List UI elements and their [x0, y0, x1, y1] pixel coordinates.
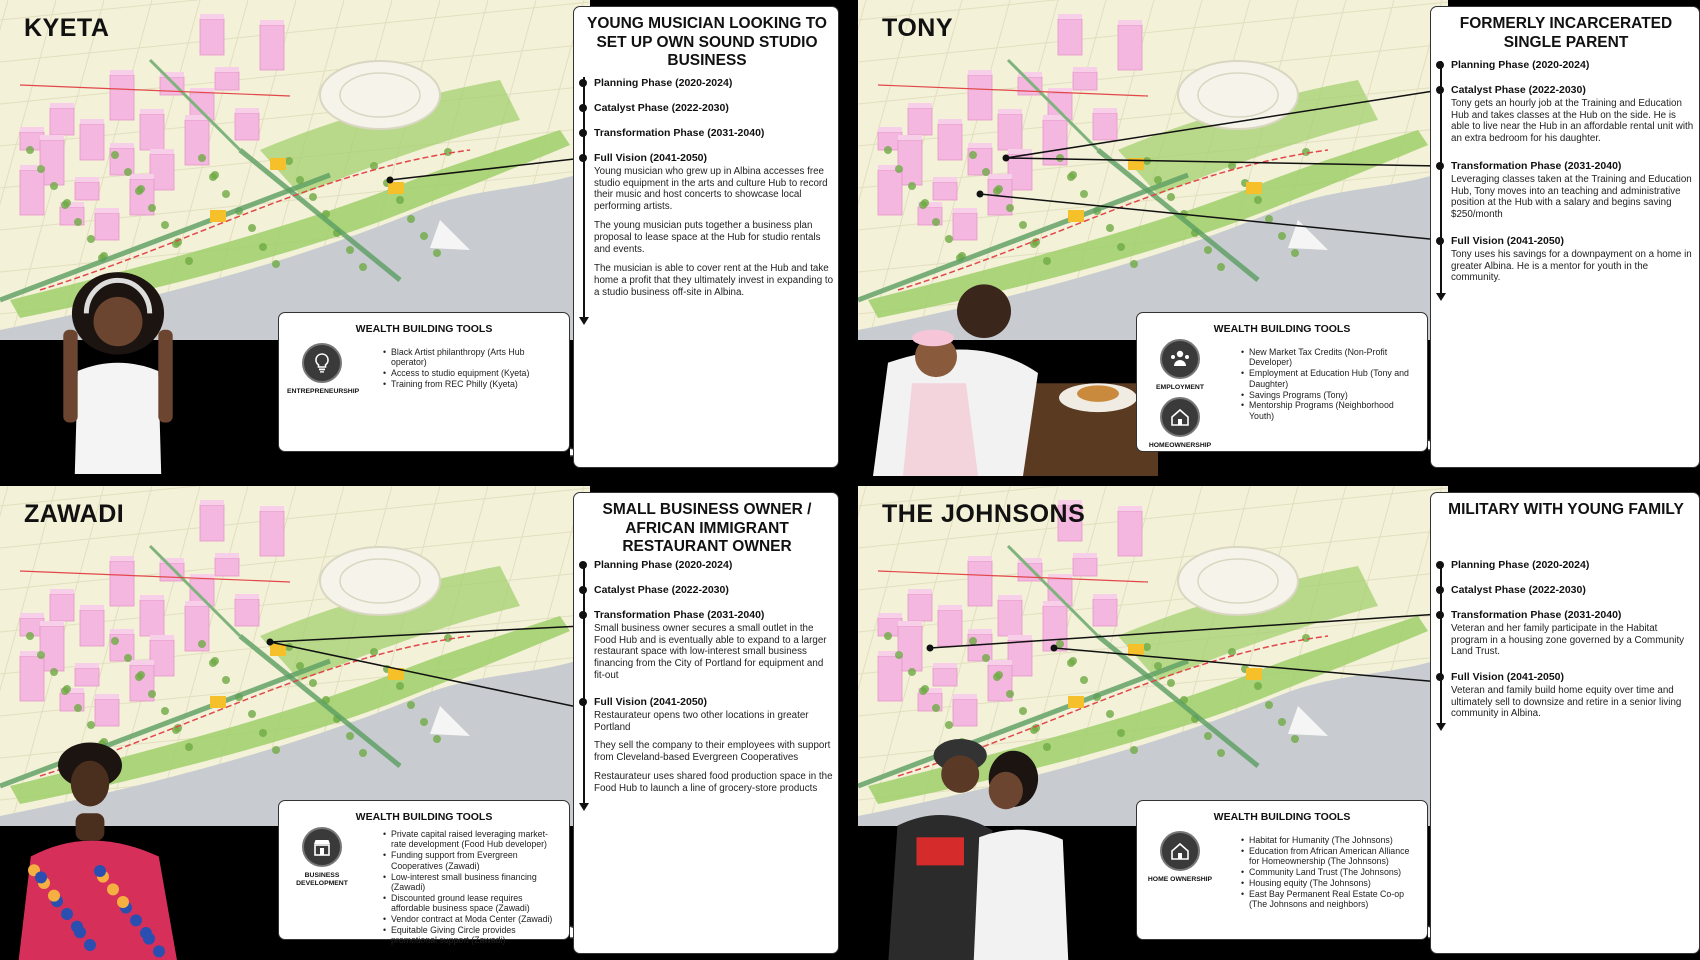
timeline-arrow	[579, 803, 589, 811]
tools-title: WEALTH BUILDING TOOLS	[355, 323, 493, 335]
phase-description: Leveraging classes taken at the Training and Education Hub, Tony moves into an teaching and administrative position at the Hub with a salary and begins saving $250/month	[1451, 173, 1692, 221]
tool-icon-label: BUSINESS DEVELOPMENT	[296, 872, 348, 887]
persona-name: ZAWADI	[24, 500, 125, 528]
persona-card-tony	[858, 0, 1700, 480]
timeline-arrow	[1436, 723, 1446, 731]
phase-title: Full Vision (2041-2050)	[1451, 235, 1565, 247]
timeline-phase	[578, 559, 834, 572]
persona-title: YOUNG MUSICIAN LOOKING TO SET UP OWN SOUND STUDIO BUSINESS	[587, 15, 827, 70]
phase-title: Catalyst Phase (2022-2030)	[1451, 84, 1586, 96]
timeline-phase	[1435, 84, 1695, 145]
tools-list-item: • Community Land Trust (The Johnsons)	[1241, 867, 1419, 877]
persona-timeline-panel	[573, 6, 839, 468]
tool-icon-label: EMPLOYMENT	[1156, 384, 1204, 391]
timeline-phase	[1435, 160, 1695, 221]
timeline-phase	[1435, 671, 1695, 720]
timeline-phase	[578, 77, 834, 90]
persona-title: MILITARY WITH YOUNG FAMILY	[1448, 501, 1684, 518]
tools-list-item: • Employment at Education Hub (Tony and Daughter)	[1241, 368, 1419, 389]
phase-description: The young musician puts together a business plan proposal to lease space at the Hub for studio rentals and events.	[594, 220, 821, 256]
persona-photo	[18, 738, 178, 960]
timeline-phase	[1435, 609, 1695, 658]
tool-icon-block	[1145, 831, 1215, 884]
tools-list	[1241, 347, 1419, 422]
wealth-building-tools-box	[278, 312, 570, 452]
lightbulb-icon	[302, 343, 342, 383]
phase-title: Transformation Phase (2031-2040)	[594, 127, 765, 139]
timeline-phase	[578, 102, 834, 115]
timeline-phase	[1435, 235, 1695, 284]
tools-list-item: • Savings Programs (Tony)	[1241, 390, 1419, 400]
tools-list-item: • Access to studio equipment (Kyeta)	[383, 368, 561, 378]
timeline-phase	[578, 609, 834, 682]
tools-title: WEALTH BUILDING TOOLS	[355, 811, 493, 823]
phase-description: Tony uses his savings for a downpayment on a home in greater Albina. He is a mentor for youth in the community.	[1451, 248, 1692, 284]
persona-timeline-panel	[1430, 6, 1700, 468]
tools-list-item: • Private capital raised leveraging market-rate development (Food Hub developer)	[383, 829, 561, 850]
tools-list-item: • Funding support from Evergreen Cooperatives (Zawadi)	[383, 850, 561, 871]
timeline-phase	[578, 696, 834, 795]
phase-title: Planning Phase (2020-2024)	[1451, 59, 1590, 71]
persona-title: SMALL BUSINESS OWNER / AFRICAN IMMIGRANT RESTAURANT OWNER	[602, 501, 812, 556]
tools-list-item: • New Market Tax Credits (Non-Profit Developer)	[1241, 347, 1419, 368]
tool-icon-label: HOME OWNERSHIP	[1147, 876, 1213, 883]
tool-icon-label: ENTREPRENEURSHIP	[287, 388, 360, 395]
tool-icon-block	[1145, 397, 1215, 450]
house-icon	[1160, 397, 1200, 437]
persona-name: TONY	[882, 14, 953, 42]
tools-list-item: • Housing equity (The Johnsons)	[1241, 878, 1419, 888]
tools-list-item: • Equitable Giving Circle provides promotional support (Zawadi)	[383, 925, 561, 946]
tool-icon-label: HOMEOWNERSHIP	[1148, 442, 1212, 449]
wealth-building-tools-box	[278, 800, 570, 946]
persona-photo	[888, 732, 1078, 960]
people-icon	[1160, 339, 1200, 379]
timeline-arrow	[579, 317, 589, 325]
phase-title: Full Vision (2041-2050)	[594, 152, 708, 164]
timeline-phase	[1435, 584, 1695, 597]
persona-title: FORMERLY INCARCERATED SINGLE PARENT	[1459, 15, 1673, 51]
phase-title: Transformation Phase (2031-2040)	[1451, 609, 1622, 621]
phase-description: They sell the company to their employees with support from Cleveland-based Evergreen Cooperatives	[594, 740, 831, 764]
tool-icon-block	[287, 343, 360, 396]
persona-photo	[858, 270, 1158, 476]
wealth-building-tools-box	[1136, 312, 1428, 452]
persona-card-zawadi	[0, 486, 850, 960]
tool-icon-block	[287, 827, 357, 888]
phase-description: Veteran and her family participate in the Habitat program in a housing zone governed by a Community Land Trust.	[1451, 622, 1685, 658]
persona-timeline-panel	[573, 492, 839, 954]
timeline-arrow	[1436, 293, 1446, 301]
phase-description: Restaurateur uses shared food production space in the Food Hub to launch a line of grocery-store products	[594, 771, 833, 795]
persona-card-kyeta	[0, 0, 850, 480]
tools-list-item: • Black Artist philanthropy (Arts Hub operator)	[383, 347, 561, 368]
timeline-phase	[578, 152, 834, 299]
tools-list	[383, 347, 561, 390]
phase-title: Full Vision (2041-2050)	[594, 696, 708, 708]
tools-list-item: • Low-interest small business financing (Zawadi)	[383, 872, 561, 893]
wealth-building-tools-box	[1136, 800, 1428, 940]
persona-card-the-johnsons	[858, 486, 1700, 960]
persona-name: KYETA	[24, 14, 110, 42]
tools-list-item: • Discounted ground lease requires affordable business space (Zawadi)	[383, 893, 561, 914]
phase-title: Planning Phase (2020-2024)	[1451, 559, 1590, 571]
phase-title: Catalyst Phase (2022-2030)	[594, 584, 729, 596]
tools-list-item: • Mentorship Programs (Neighborhood Youth)	[1241, 400, 1419, 421]
tools-list	[1241, 835, 1419, 910]
phase-title: Full Vision (2041-2050)	[1451, 671, 1565, 683]
phase-title: Planning Phase (2020-2024)	[594, 77, 733, 89]
tool-icon-block	[1145, 339, 1215, 392]
phase-description: The musician is able to cover rent at the Hub and take home a profit that they ultimately invest in expanding to a studio business off-site in Albina.	[594, 263, 834, 299]
phase-title: Planning Phase (2020-2024)	[594, 559, 733, 571]
phase-title: Catalyst Phase (2022-2030)	[594, 102, 729, 114]
tools-list-item: • Training from REC Philly (Kyeta)	[383, 379, 561, 389]
phase-title: Transformation Phase (2031-2040)	[1451, 160, 1622, 172]
timeline-phase	[1435, 59, 1695, 72]
tools-title: WEALTH BUILDING TOOLS	[1213, 323, 1351, 335]
tools-list	[383, 829, 561, 946]
tools-list-item: • Habitat for Humanity (The Johnsons)	[1241, 835, 1419, 845]
tools-list-item: • East Bay Permanent Real Estate Co-op (The Johnsons and neighbors)	[1241, 889, 1419, 910]
persona-photo	[46, 268, 190, 474]
phase-title: Catalyst Phase (2022-2030)	[1451, 584, 1586, 596]
tools-title: WEALTH BUILDING TOOLS	[1213, 811, 1351, 823]
timeline-phase	[578, 584, 834, 597]
phase-description: Veteran and family build home equity over time and ultimately sell to downsize and retire in a senior living community in Albina.	[1451, 684, 1682, 720]
timeline-phase	[1435, 559, 1695, 572]
phase-title: Transformation Phase (2031-2040)	[594, 609, 765, 621]
phase-description: Tony gets an hourly job at the Training and Education Hub and takes classes at the Hub on the side. He is able to live near the Hub in an affordable rental unit with an extra bedroom for his daughter.	[1451, 97, 1694, 145]
timeline-phase	[578, 127, 834, 140]
persona-timeline-panel	[1430, 492, 1700, 954]
phase-description: Small business owner secures a small outlet in the Food Hub and is eventually able to expand to a larger restaurant space with low-interest small business financing from the City of Portland for equipment and fit-out	[594, 622, 827, 682]
storefront-icon	[302, 827, 342, 867]
house-icon	[1160, 831, 1200, 871]
tools-list-item: • Vendor contract at Moda Center (Zawadi)	[383, 914, 561, 924]
persona-name: THE JOHNSONS	[882, 500, 1086, 528]
tools-list-item: • Education from African American Alliance for Homeownership (The Johnsons)	[1241, 846, 1419, 867]
phase-description: Young musician who grew up in Albina accesses free studio equipment in the arts and culture Hub to record their music and host concerts to showcase local performing artists.	[594, 165, 828, 213]
phase-description: Restaurateur opens two other locations in greater Portland	[594, 709, 809, 733]
